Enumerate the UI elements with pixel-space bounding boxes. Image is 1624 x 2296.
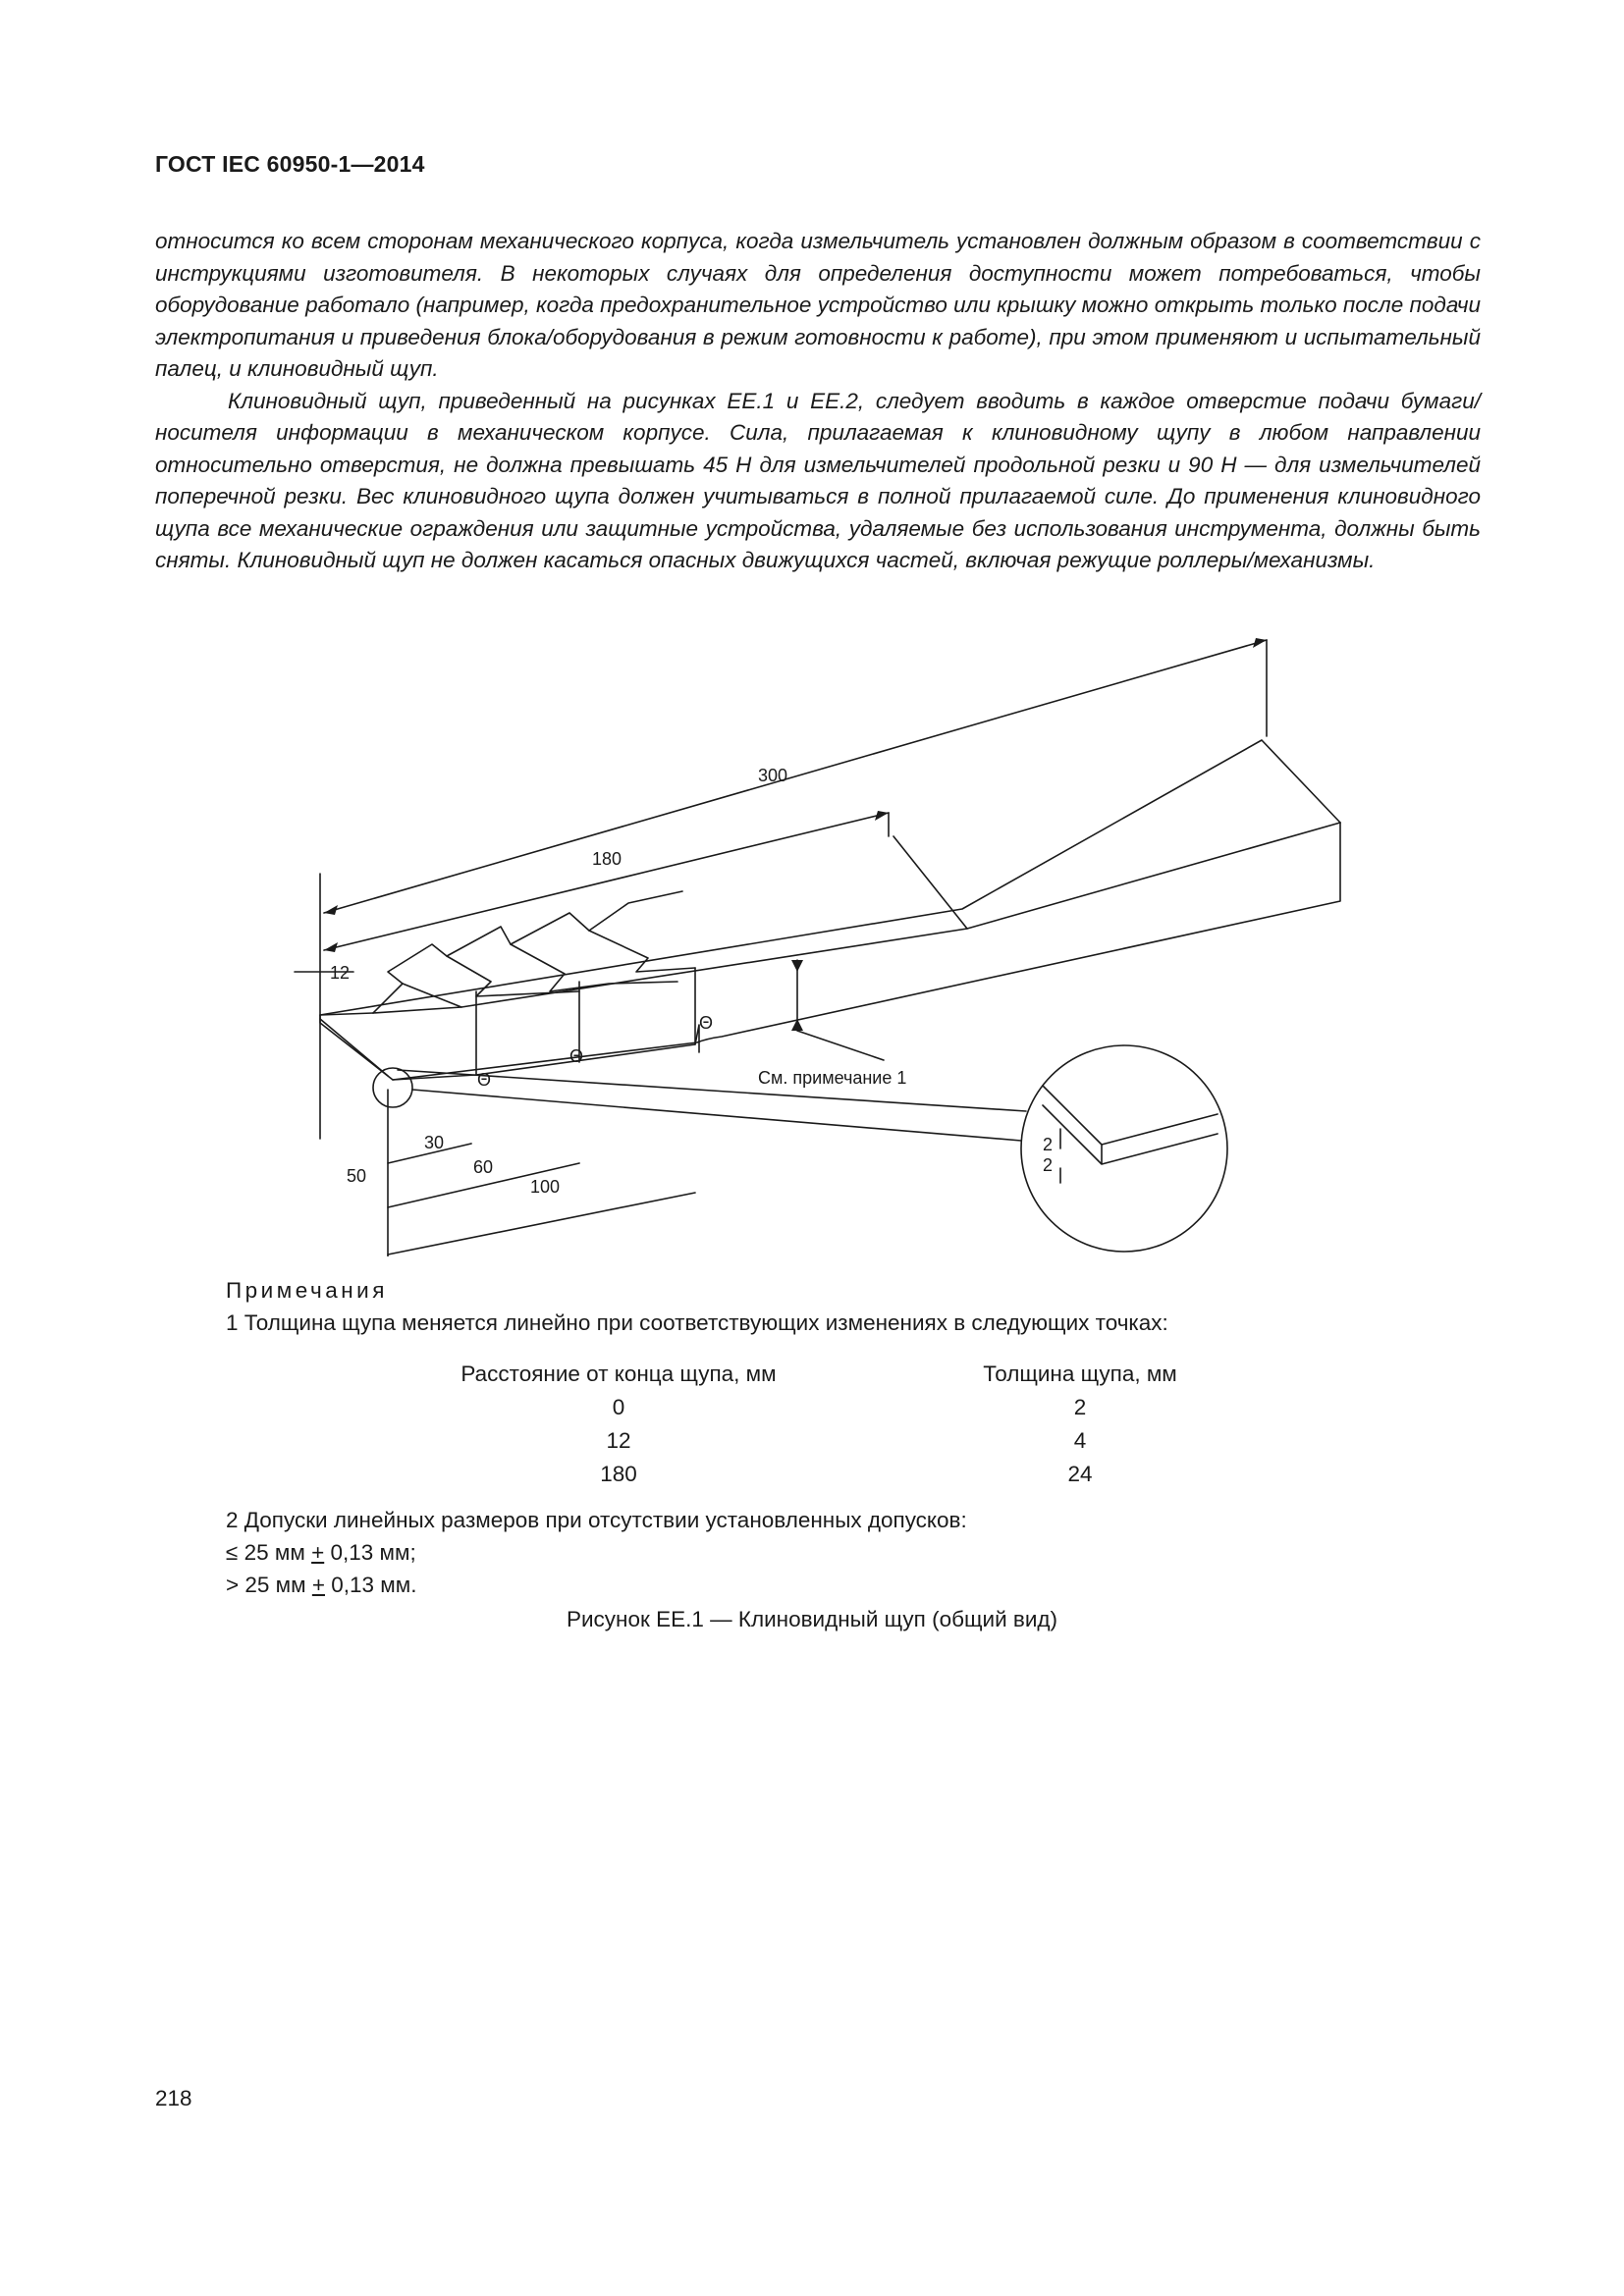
probe-top-edge <box>320 740 1340 1015</box>
table-header-row <box>422 1358 1218 1391</box>
marker-1: Θ <box>477 1070 492 1090</box>
probe-thin-edge <box>320 1015 699 1080</box>
page-header: ГОСТ IEC 60950-1—2014 <box>155 151 425 177</box>
dim-30-label: 30 <box>424 1133 445 1152</box>
paragraph-2: Клиновидный щуп, приведенный на рисунках ЕЕ.1 и ЕЕ.2, следует вводить в каждое отверстие подачи бумаги/носителя информации в механическом корпусе. Сила, прилагаемая к клиновидному щупу в любом направлении относительно отверстия, не должна превышать 45 Н для измельчителей продольной резки и 90 Н — для измельчителей поперечной резки. Вес клиновидного щупа должен учитываться в полной прилагаемой силе. До применения клиновидного щупа все механические ограждения или защитные устройства, удаляемые без использования инструмента, должны быть сняты. Клиновидный щуп не должен касаться опасных движущихся частей, включая режущие роллеры/механизмы. <box>155 388 1481 572</box>
tolerance-line-2: > 25 мм + 0,13 мм. <box>226 1573 417 1597</box>
table-header-thickness: Толщина щупа, мм <box>983 1362 1177 1386</box>
marker-3: Θ <box>699 1013 714 1033</box>
probe-tip-bevel <box>320 1019 388 1076</box>
figure-caption: Рисунок ЕЕ.1 — Клиновидный щуп (общий вид) <box>566 1607 1058 1631</box>
table-cell: 0 <box>612 1395 625 1419</box>
dim-300-label: 300 <box>758 766 788 785</box>
dim-180-line <box>324 813 889 950</box>
table-header-distance: Расстояние от конца щупа, мм <box>460 1362 777 1386</box>
dim-100-label: 100 <box>530 1177 561 1197</box>
marker-2: Θ <box>569 1046 584 1066</box>
thickness-table <box>422 1358 1218 1491</box>
paragraph-1: относится ко всем сторонам механического корпуса, когда измельчитель установлен должным образом в соответствии с инструкциями изготовителя. В некоторых случаях для определения доступности может потребоваться, чтобы оборудование работало (например, когда предохранительное устройство или крышку можно открыть только после подачи электропитания и приведения блока/оборудования в режим готовности к работе), при этом применяют и испытательный палец, и клиновидный щуп. <box>155 229 1481 381</box>
dim-300-line <box>324 640 1267 913</box>
table-cell: 180 <box>600 1462 637 1486</box>
wedge-probe-drawing <box>0 618 1624 1256</box>
probe-bottom-edge <box>393 823 1340 1080</box>
dim-50-label: 50 <box>347 1166 367 1186</box>
tolerance-line-1: ≤ 25 мм + 0,13 мм; <box>226 1540 416 1565</box>
table-row <box>422 1424 1218 1458</box>
probe-step-marks-2 <box>403 931 695 1007</box>
body-text <box>155 226 1481 577</box>
detail-dim-2b: 2 <box>1043 1155 1054 1175</box>
probe-near-edge <box>373 823 1340 1013</box>
table-cell: 12 <box>606 1428 631 1453</box>
tolerances <box>226 1504 967 1601</box>
detail-leader-2 <box>398 1070 1026 1111</box>
table-cell: 24 <box>1067 1462 1093 1486</box>
table-cell: 2 <box>1073 1395 1087 1419</box>
notes <box>226 1274 1404 1339</box>
wedge-probe-figure <box>0 618 1624 1256</box>
detail-leader <box>412 1090 1021 1141</box>
page-number: 218 <box>155 2086 192 2110</box>
note-1: 1 Толщина щупа меняется линейно при соответствующих изменениях в следующих точках: <box>226 1310 1168 1335</box>
note-callout: См. примечание 1 <box>758 1068 907 1088</box>
notes-title: Примечания <box>226 1278 388 1303</box>
table-row <box>422 1391 1218 1424</box>
table-cell: 4 <box>1073 1428 1087 1453</box>
table-row <box>422 1458 1218 1491</box>
detail-dim-2a: 2 <box>1043 1135 1054 1154</box>
detail-wedge <box>1043 1086 1218 1164</box>
note-2: 2 Допуски линейных размеров при отсутствии установленных допусков: <box>226 1508 967 1532</box>
dim-180-label: 180 <box>592 849 623 869</box>
dim-12-label: 12 <box>330 963 351 983</box>
dim-60-label: 60 <box>473 1157 494 1177</box>
